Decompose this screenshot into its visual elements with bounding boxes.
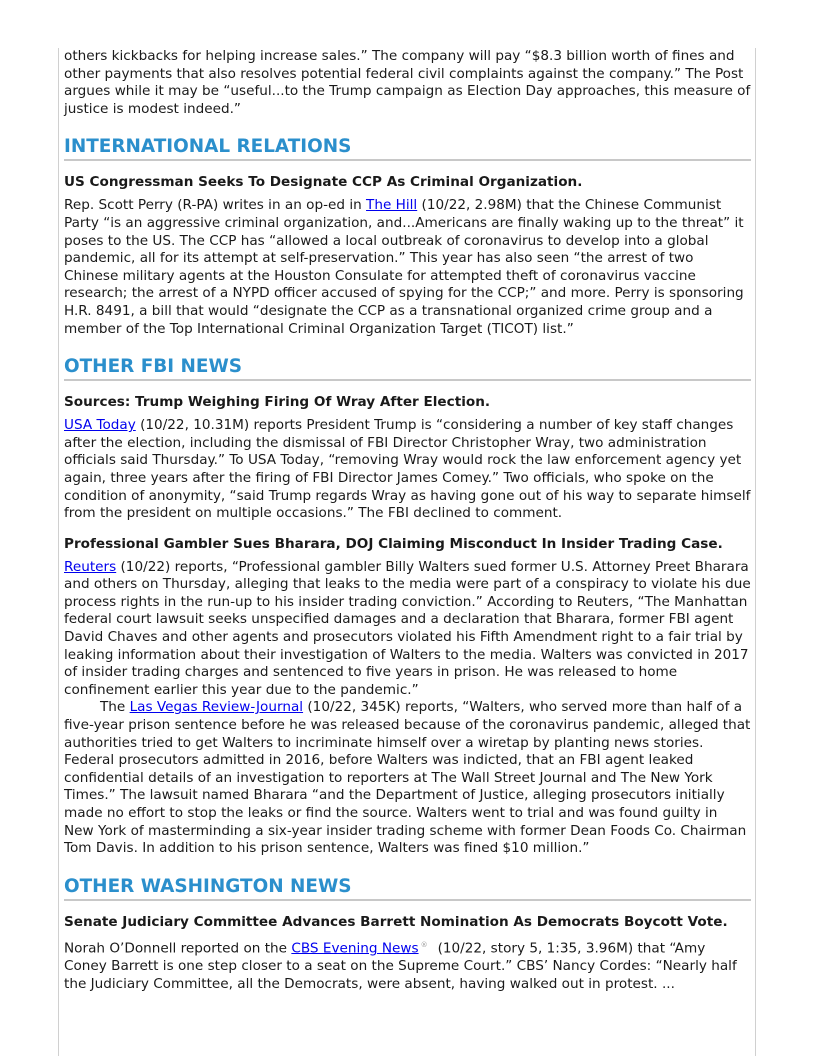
section-heading-other-fbi-news: OTHER FBI NEWS <box>64 356 751 381</box>
section-heading-international-relations: INTERNATIONAL RELATIONS <box>64 136 751 161</box>
article-body: Rep. Scott Perry (R-PA) writes in an op-ed in The Hill (10/22, 2.98M) that the Chinese Communist Party “is an aggressive criminal organization, and...Americans are finally waking up to the threat” it poses to the US. The CCP has “allowed a local outbreak of coronavirus to develop into a global pandemic, all for its attempt at self-preservation.” This year has also seen “the arrest of two Chinese military agents at the Houston Consulate for attempted theft of coronavirus vaccine research; the arrest of a NYPD officer accused of spying for the CCP;” and more. Perry is sponsoring H.R. 8491, a bill that would “designate the CCP as a transnational organized crime group and a member of the Top International Criminal Organization Target (TICOT) list.” <box>64 197 744 337</box>
article-ccp-criminal-organization <box>64 174 751 338</box>
article-body-continued: The Las Vegas Review-Journal (10/22, 345K) reports, “Walters, who served more than half of a five-year prison sentence before he was released because of the coronavirus pandemic, alleged that authorities tried to get Walters to incriminate himself over a wiretap by planting news stories. Federal prosecutors admitted in 2016, before Walters was indicted, that an FBI agent leaked confidential details of an investigation to reporters at The Wall Street Journal and The New York Times.” The lawsuit named Bharara “and the Department of Justice, alleging prosecutors initially made no effort to stop the leaks or find the source. Walters went to trial and was found guilty in New York of masterminding a six-year insider trading scheme with former Dean Foods Co. Chairman Tom Davis. In addition to his prison sentence, Walters was fined $10 million.” <box>64 699 751 857</box>
intro-paragraph: others kickbacks for helping increase sales.” The company will pay “$8.3 billion worth of fines and other payments that also resolves potential federal civil complaints against the company.” The Post argues while it may be “useful...to the Trump campaign as Election Day approaches, this measure of justice is modest indeed.” <box>64 48 751 117</box>
article-barrett-nomination <box>64 914 751 993</box>
article-body: Norah O’Donnell reported on the CBS Evening News ® (10/22, story 5, 1:35, 3.96M) that “Amy Coney Barrett is one step closer to a seat on the Supreme Court.” CBS’ Nancy Cordes: “Nearly half the Judiciary Committee, all the Democrats, were absent, having walked out in protest. ... <box>64 940 737 992</box>
article-body: Reuters (10/22) reports, “Professional gambler Billy Walters sued former U.S. Attorney Preet Bharara and others on Thursday, alleging that leaks to the media were part of a conspiracy to violate his due process rights in the run-up to his insider trading conviction.” According to Reuters, “The Manhattan federal court lawsuit seeks unspecified damages and a declaration that Bharara, former FBI agent David Chaves and other agents and prosecutors violated his Fifth Amendment right to a fair trial by leaking information about their investigation of Walters to the media. Walters was convicted in 2017 of insider trading charges and sentenced to five years in prison. He was released to home confinement earlier this year due to the pandemic.” <box>64 558 751 698</box>
article-title: Sources: Trump Weighing Firing Of Wray After Election. <box>64 394 491 411</box>
source-link-cbs-evening-news[interactable]: CBS Evening News <box>291 940 419 957</box>
section-heading-other-washington-news: OTHER WASHINGTON NEWS <box>64 876 751 901</box>
source-link-usa-today[interactable]: USA Today <box>64 417 136 434</box>
source-link-the-hill[interactable]: The Hill <box>366 197 418 214</box>
newsletter-page <box>58 48 756 1056</box>
video-icon: ® <box>420 940 428 949</box>
article-title: US Congressman Seeks To Designate CCP As Criminal Organization. <box>64 174 583 191</box>
article-trump-wray <box>64 394 751 523</box>
article-body: USA Today (10/22, 10.31M) reports President Trump is “considering a number of key staff changes after the election, including the dismissal of FBI Director Christopher Wray, two administration officials said Thursday.” To USA Today, “removing Wray would rock the law enforcement agency yet again, three years after the firing of FBI Director James Comey.” Two officials, who spoke on the condition of anonymity, “said Trump regards Wray as having gone out of his way to separate himself from the president on multiple occasions.” The FBI declined to comment. <box>64 417 751 522</box>
article-title: Senate Judiciary Committee Advances Barrett Nomination As Democrats Boycott Vote. <box>64 913 728 930</box>
source-link-reuters[interactable]: Reuters <box>64 558 117 575</box>
source-link-las-vegas-review-journal[interactable]: Las Vegas Review-Journal <box>129 699 304 716</box>
article-gambler-sues-bharara <box>64 536 751 858</box>
article-title: Professional Gambler Sues Bharara, DOJ Claiming Misconduct In Insider Trading Case. <box>64 535 723 552</box>
